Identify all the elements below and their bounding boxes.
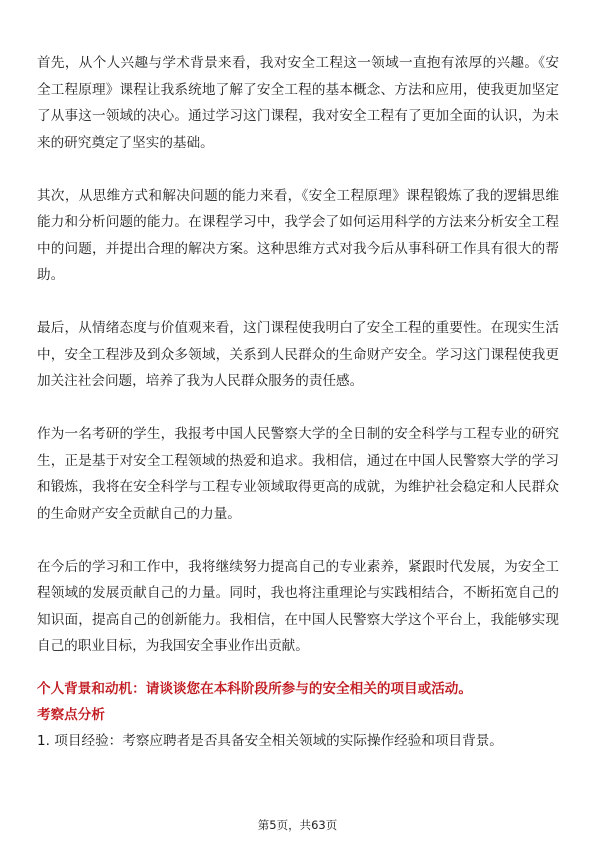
page-content (37, 50, 559, 754)
list-item: 1. 项目经验：考察应聘者是否具备安全相关领域的实际操作经验和项目背景。 (37, 733, 503, 749)
paragraph-thinking: 其次，从思维方式和解决问题的能力来看，《安全工程原理》课程锻炼了我的逻辑思维能力和分析问题的能力。在课程学习中，我学会了如何运用科学的方法来分析安全工程中的问题，并提出合理的解决方案。这种思维方式对我今后从事科研工作具有很大的帮助。 (37, 187, 559, 283)
paragraph-application: 作为一名考研的学生，我报考中国人民警察大学的全日制的安全科学与工程专业的研究生，正是基于对安全工程领域的热爱和追求。我相信，通过在中国人民警察大学的学习和锻炼，我将在安全科学与工程专业领域取得更高的成就，为维护社会稳定和人民群众的生命财产安全贡献自己的力量。 (37, 426, 559, 522)
paragraph-values: 最后，从情绪态度与价值观来看，这门课程使我明白了安全工程的重要性。在现实生活中，安全工程涉及到众多领域，关系到人民群众的生命财产安全。学习这门课程使我更加关注社会问题，培养了我为人民群众服务的责任感。 (37, 320, 559, 389)
paragraph-future: 在今后的学习和工作中，我将继续努力提高自己的专业素养，紧跟时代发展，为安全工程领域的发展贡献自己的力量。同时，我也将注重理论与实践相结合，不断拓宽自己的知识面，提高自己的创新能力。我相信，在中国人民警察大学这个平台上，我能够实现自己的职业目标，为我国安全事业作出贡献。 (37, 558, 559, 654)
question-heading: 个人背景和动机：请谈谈您在本科阶段所参与的安全相关的项目或活动。 (37, 681, 472, 697)
analysis-heading: 考察点分析 (37, 707, 105, 723)
page-footer: 第5页，共63页 (257, 818, 338, 832)
paragraph-interest: 首先，从个人兴趣与学术背景来看，我对安全工程这一领域一直抱有浓厚的兴趣。《安全工程原理》课程让我系统地了解了安全工程的基本概念、方法和应用，使我更加坚定了从事这一领域的决心。通过学习这门课程，我对安全工程有了更加全面的认识，为未来的研究奠定了坚实的基础。 (37, 55, 559, 151)
